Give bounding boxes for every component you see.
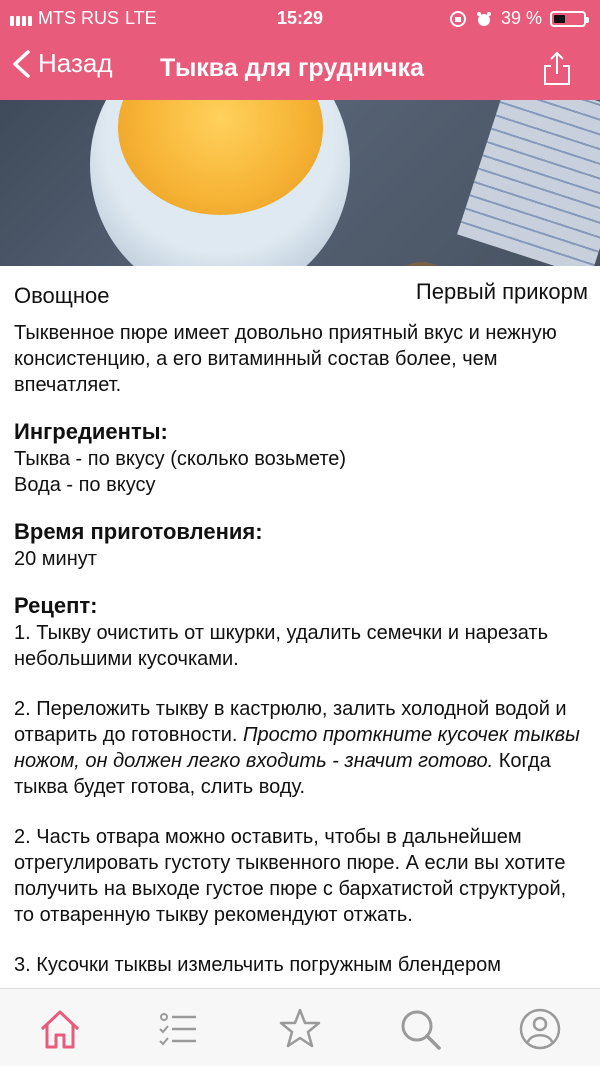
battery-percent: 39 % <box>500 8 542 28</box>
checklist-icon[interactable] <box>156 1007 200 1051</box>
recipe-description: Тыквенное пюре имеет довольно приятный вкус и нежную консистенцию, а его витаминный состав более, чем впечатляет. <box>14 322 557 396</box>
tab-bar <box>0 988 600 1066</box>
back-label: Назад <box>38 48 113 78</box>
recipe-heading: Рецепт: <box>14 593 98 618</box>
ingredient-item: Вода - по вкусу <box>14 474 156 496</box>
back-button[interactable] <box>10 48 113 79</box>
carrier-label: MTS RUS <box>38 8 119 28</box>
recipe-stage: Первый прикорм <box>415 279 588 304</box>
battery-icon <box>550 11 586 27</box>
recipe-step: 2. Часть отвара можно оставить, чтобы в дальнейшем отрегулировать густоту тыквенного пюре. А если вы хотите получить на выходе густое пюре с бархатистой структурой, то отваренную тыкву рекомендуют отжать. <box>14 826 567 926</box>
home-icon[interactable] <box>38 1007 82 1051</box>
top-bar <box>0 0 600 100</box>
navigation-bar <box>0 34 600 100</box>
network-label: LTE <box>125 8 157 28</box>
recipe-step: 3. Кусочки тыквы измельчить погружным блендером <box>14 954 502 976</box>
recipe-photo <box>0 100 600 266</box>
alarm-icon <box>475 10 493 28</box>
page-title: Тыква для грудничка <box>160 54 424 82</box>
ingredients-heading: Ингредиенты: <box>14 419 168 444</box>
rotation-lock-icon <box>449 10 467 28</box>
profile-icon[interactable] <box>518 1007 562 1051</box>
cooking-time-heading: Время приготовления: <box>14 519 263 544</box>
status-bar <box>0 0 600 34</box>
star-icon[interactable] <box>278 1007 322 1051</box>
recipe-step <box>14 696 588 800</box>
search-icon[interactable] <box>398 1007 442 1051</box>
recipe-category: Овощное <box>14 283 110 308</box>
recipe-content <box>14 266 588 978</box>
step-tip: Просто проткните кусочек тыквы ножом, он должен легко входить - значит готово. <box>14 724 580 772</box>
share-icon[interactable] <box>542 50 572 86</box>
recipe-step: 1. Тыкву очистить от шкурки, удалить семечки и нарезать небольшими кусочками. <box>14 622 549 670</box>
step-text: Когда тыква будет готова, слить воду. <box>14 750 551 798</box>
ingredient-item: Тыква - по вкусу (сколько возьмете) <box>14 448 347 470</box>
chevron-left-icon <box>10 49 32 79</box>
cooking-time-value: 20 минут <box>14 548 97 570</box>
step-text: 2. Переложить тыкву в кастрюлю, залить холодной водой и отварить до готовности. <box>14 698 567 746</box>
clock: 15:29 <box>276 8 324 28</box>
